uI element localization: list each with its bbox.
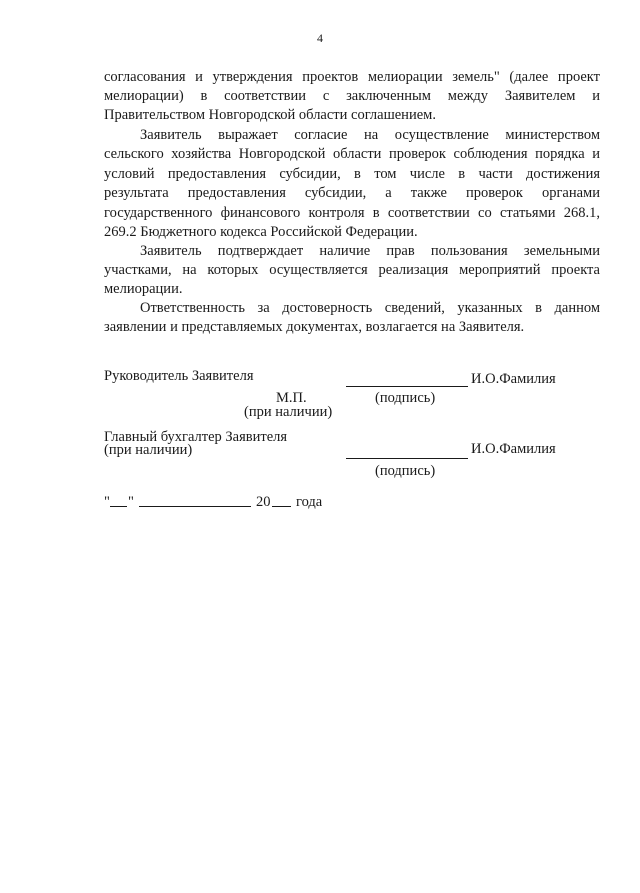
body-line: Ответственность за достоверность сведений, указанных в данном bbox=[140, 300, 600, 316]
body-line: мелиорации. bbox=[104, 281, 183, 297]
body-line: 269.2 Бюджетного кодекса Российской Федерации. bbox=[104, 224, 418, 240]
body-line: условий предоставления субсидии, в том числе в части достижения bbox=[104, 166, 600, 182]
accountant-name: И.О.Фамилия bbox=[471, 441, 556, 457]
accountant-note: (при наличии) bbox=[104, 442, 193, 458]
body-line: результата предоставления субсидии, а также проверок органами bbox=[104, 185, 600, 201]
body-line: Правительством Новгородской области соглашением. bbox=[104, 107, 436, 123]
accountant-signature-caption: (подпись) bbox=[375, 463, 436, 479]
date-suffix: года bbox=[296, 494, 323, 510]
date-open-quote: " bbox=[104, 494, 110, 510]
signature-caption: (подпись) bbox=[375, 390, 436, 406]
accountant-label: Главный бухгалтер Заявителя bbox=[104, 429, 288, 445]
body-line: согласования и утверждения проектов мелиорации земель" (далее проект bbox=[104, 69, 600, 85]
year-prefix: 20 bbox=[256, 494, 271, 510]
head-label: Руководитель Заявителя bbox=[104, 368, 254, 384]
accountant-signature-line bbox=[346, 458, 468, 459]
body-line: Заявитель выражает согласие на осуществление министерством bbox=[140, 127, 600, 143]
head-name: И.О.Фамилия bbox=[471, 371, 556, 387]
head-signature-line bbox=[346, 386, 468, 387]
body-line: государственного финансового контроля в соответствии со статьями 268.1, bbox=[104, 205, 600, 221]
stamp-note: (при наличии) bbox=[244, 404, 333, 420]
body-line: заявлении и представляемых документах, возлагается на Заявителя. bbox=[104, 319, 525, 335]
stamp-label: М.П. bbox=[276, 390, 307, 406]
year-blank bbox=[272, 506, 291, 507]
day-blank bbox=[110, 506, 127, 507]
body-line: сельского хозяйства Новгородской области проверок соблюдения порядка и bbox=[104, 146, 600, 162]
body-line: Заявитель подтверждает наличие прав пользования земельными bbox=[140, 243, 600, 259]
page-number: 4 bbox=[317, 31, 323, 45]
date-close-quote: " bbox=[128, 494, 134, 510]
body-line: участками, на которых осуществляется реализация мероприятий проекта bbox=[104, 262, 600, 278]
month-blank bbox=[139, 506, 251, 507]
body-line: мелиорации) в соответствии с заключенным между Заявителем и bbox=[104, 88, 600, 104]
